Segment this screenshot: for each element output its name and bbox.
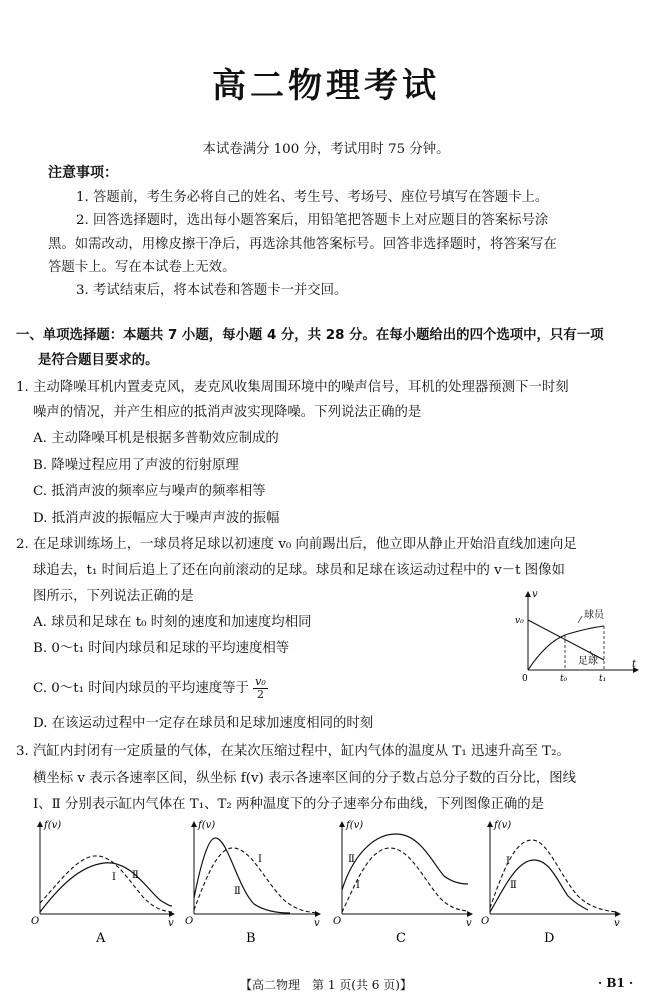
origin: O — [481, 916, 490, 927]
page-title: 高二物理考试 — [212, 66, 440, 106]
curve-2-label: Ⅱ — [132, 870, 139, 881]
y-label: f(v) — [198, 820, 216, 831]
q1-stem-2: 噪声的情况，并产生相应的抵消声波实现降噪。下列说法正确的是 — [33, 405, 422, 420]
curve-dashed — [194, 848, 318, 913]
option-letter: D — [544, 931, 555, 946]
curve-1-label: Ⅰ — [356, 880, 360, 891]
notice-line-2a: 2. 回答选择题时，选出每小题答案后，用铅笔把答题卡上对应题目的答案标号涂 — [76, 213, 549, 228]
curve-dashed — [40, 856, 172, 912]
fraction-numerator: v₀ — [255, 675, 266, 688]
curve-solid — [490, 860, 588, 912]
origin-label: 0 — [522, 674, 528, 684]
notice-line-2b: 黑。如需改动，用橡皮擦干净后，再选涂其他答案标号。回答非选择题时，将答案写在 — [48, 237, 557, 252]
curve-dashed — [342, 848, 468, 912]
section-1-heading: 一、单项选择题：本题共 7 小题，每小题 4 分，共 28 分。在每小题给出的四个选项中，只有一项 — [16, 328, 604, 343]
chart-c — [333, 820, 472, 946]
q2-stem-2: 球追去，t₁ 时间后追上了还在向前滚动的足球。球员和足球在该运动过程中的 v－t 图像如 — [33, 563, 565, 578]
q2-vt-graph — [508, 588, 642, 684]
q3-stem-2: 横坐标 v 表示各速率区间，纵坐标 f(v) 表示各速率区间的分子数占总分子数的百分比，图线 — [33, 771, 577, 786]
chart-d — [481, 820, 620, 946]
q2-option-b: B. 0～t₁ 时间内球员和足球的平均速度相等 — [33, 641, 290, 656]
q2-option-d: D. 在该运动过程中一定存在球员和足球加速度相同的时刻 — [33, 716, 374, 731]
t0-tick: t₀ — [560, 674, 568, 684]
q1-option-a: A. 主动降噪耳机是根据多普勒效应制成的 — [33, 431, 279, 446]
x-label: v — [314, 918, 320, 929]
chart-a — [31, 820, 174, 946]
notice-line-2c: 答题卡上。写在本试卷上无效。 — [48, 260, 236, 275]
ball-line — [528, 620, 604, 660]
q1-option-b: B. 降噪过程应用了声波的衍射原理 — [33, 458, 239, 473]
notice-line-3: 3. 考试结束后，将本试卷和答题卡一并交回。 — [76, 283, 348, 298]
page-footer: 【高二物理 第 1 页(共 6 页)】 — [240, 978, 412, 992]
q3-distribution-charts — [28, 818, 648, 946]
paper-code: · B1 · — [598, 976, 634, 990]
fraction-denominator: 2 — [256, 688, 264, 701]
curve-dashed — [490, 840, 616, 912]
origin: O — [333, 916, 342, 927]
t1-tick: t₁ — [599, 674, 607, 684]
q1-option-d: D. 抵消声波的振幅应大于噪声声波的振幅 — [33, 511, 280, 526]
option-letter: B — [246, 931, 256, 946]
ball-label: 足球 — [578, 656, 598, 667]
y-label: f(v) — [494, 820, 512, 831]
q1-stem-1: 1. 主动降噪耳机内置麦克风，麦克风收集周围环境中的噪声信号，耳机的处理器预测下一时刻 — [16, 380, 569, 395]
q2-stem-1: 2. 在足球训练场上，一球员将足球以初速度 v₀ 向前踢出后，他立即从静止开始沿直线加速向足 — [16, 537, 577, 552]
y-axis-label: v — [532, 589, 538, 600]
curve-solid — [342, 834, 468, 890]
q1-option-c: C. 抵消声波的频率应与噪声的频率相等 — [33, 484, 266, 499]
curve-1-label: Ⅰ — [506, 856, 510, 867]
notice-heading: 注意事项： — [48, 165, 118, 181]
fraction — [253, 676, 268, 701]
q2-stem-3: 图所示，下列说法正确的是 — [33, 589, 194, 604]
y-label: f(v) — [346, 820, 364, 831]
v0-tick: v₀ — [515, 616, 524, 626]
exam-info: 本试卷满分 100 分，考试用时 75 分钟。 — [202, 142, 450, 157]
q3-stem-1: 3. 汽缸内封闭有一定质量的气体，在某次压缩过程中，缸内气体的温度从 T₁ 迅速升高至 T₂。 — [16, 744, 570, 759]
notice-line-1: 1. 答题前，考生务必将自己的姓名、考生号、考场号、座位号填写在答题卡上。 — [76, 190, 549, 205]
curve-2-label: Ⅱ — [348, 854, 355, 865]
y-label: f(v) — [44, 820, 62, 831]
player-leader — [578, 616, 582, 623]
option-letter: C — [396, 931, 406, 946]
x-label: v — [168, 918, 174, 929]
curve-2-label: Ⅱ — [234, 886, 241, 897]
curve-1-label: Ⅰ — [112, 872, 116, 883]
x-label: v — [614, 918, 620, 929]
q3-stem-3: Ⅰ、Ⅱ 分别表示缸内气体在 T₁、T₂ 两种温度下的分子速率分布曲线，下列图像正确的是 — [33, 797, 545, 812]
curve-1-label: Ⅰ — [258, 854, 262, 865]
q2-option-a: A. 球员和足球在 t₀ 时刻的速度和加速度均相同 — [33, 615, 312, 630]
q2-option-c-text: C. 0～t₁ 时间内球员的平均速度等于 — [33, 681, 249, 696]
chart-b — [185, 820, 320, 946]
q2-option-c — [33, 676, 268, 701]
option-letter: A — [96, 931, 106, 946]
section-1-heading-cont: 是符合题目要求的。 — [38, 353, 159, 368]
origin: O — [185, 916, 194, 927]
origin: O — [31, 916, 40, 927]
x-label: v — [466, 918, 472, 929]
curve-solid — [194, 838, 290, 913]
x-axis-label: t — [632, 659, 637, 670]
curve-2-label: Ⅱ — [510, 880, 517, 891]
player-label: 球员 — [584, 610, 604, 621]
